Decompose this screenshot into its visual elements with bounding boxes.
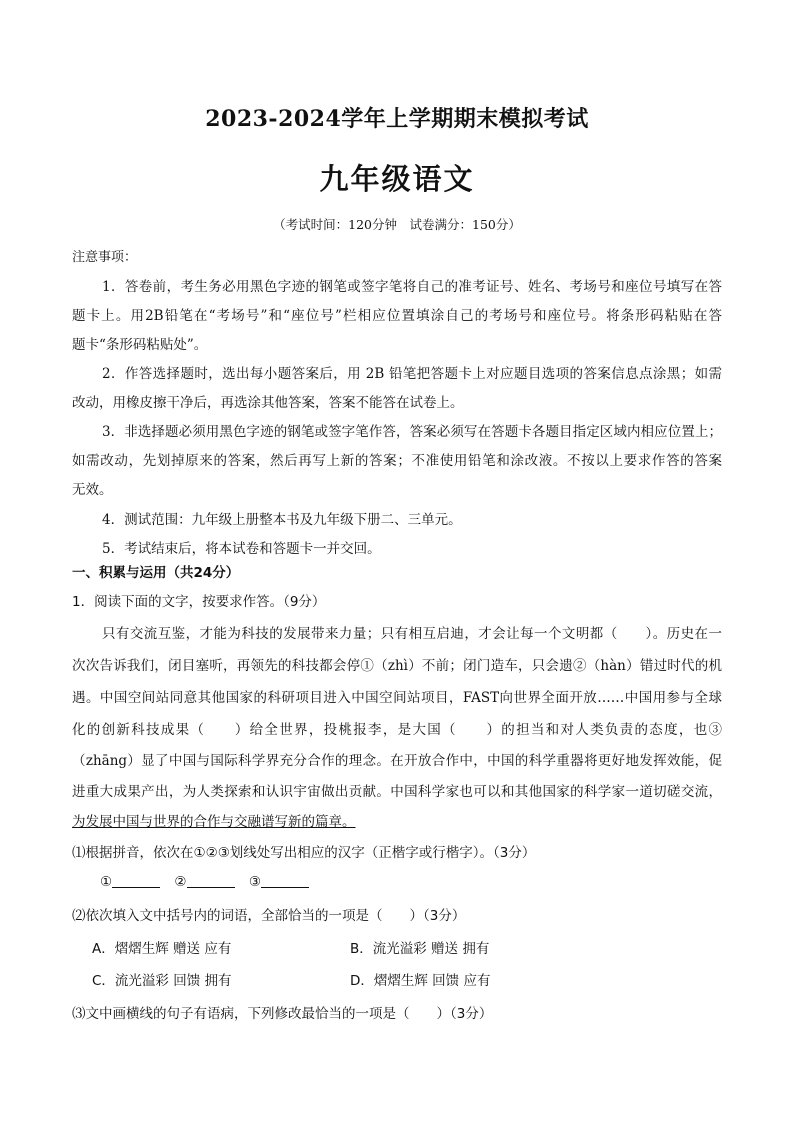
exam-title: 2023-2024学年上学期期末模拟考试 — [205, 106, 589, 132]
question-prompt: 1．阅读下面的文字，按要求作答。（9分） — [72, 594, 326, 610]
exam-subject: 九年级语文 — [319, 162, 475, 196]
notice-line: 无效。 — [72, 482, 113, 498]
underlined-sentence: 为发展中国与世界的合作与交融谱写新的篇章。 — [72, 814, 356, 830]
notice-line: 1．答卷前，考生务必用黑色字迹的钢笔或签字笔将自己的准考证号、姓名、考场号和座位号填写在答 — [102, 279, 722, 295]
notice-line: 题卡“条形码粘贴处”。 — [72, 337, 208, 353]
option-a[interactable]: A．熠熠生辉 赠送 应有 — [92, 941, 232, 957]
option-c[interactable]: C．流光溢彩 回馈 拥有 — [92, 973, 232, 989]
passage-line: 遇。中国空间站同意其他国家的科研项目进入中国空间站项目，FAST向世界全面开放……中国用参与全球 — [72, 690, 722, 706]
passage-line: 次次告诉我们，闭目塞听，再领先的科技都会停①（zhì）不前；闭门造车，只会遗②（hàn）错过时代的机 — [72, 658, 722, 674]
subquestion-2-prompt: ⑵依次填入文中括号内的词语，全部恰当的一项是（ ）（3分） — [72, 908, 466, 924]
blank-label-2: ② — [174, 874, 187, 890]
passage-line: 只有交流互鉴，才能为科技的发展带来力量；只有相互启迪，才会让每一个文明都（ ）。历史在一 — [102, 626, 722, 642]
blank-3[interactable] — [261, 873, 309, 888]
passage-line: 化的创新科技成果（ ）给全世界，投桃报李，是大国（ ）的担当和对人类负责的态度，也③ — [72, 722, 722, 738]
notice-line: 3．非选择题必须用黑色字迹的钢笔或签字笔作答，答案必须写在答题卡各题目指定区域内相应位置上； — [102, 424, 722, 440]
notice-line: 4．测试范围：九年级上册整本书及九年级下册二、三单元。 — [102, 512, 462, 528]
subquestion-1-prompt: ⑴根据拼音，依次在①②③划线处写出相应的汉字（正楷字或行楷字）。（3分） — [72, 845, 536, 861]
blank-2[interactable] — [187, 873, 235, 888]
option-d[interactable]: D．熠熠生辉 回馈 应有 — [350, 973, 491, 989]
option-b[interactable]: B．流光溢彩 赠送 拥有 — [350, 941, 490, 957]
notice-line: 2．作答选择题时，选出每小题答案后，用 2B 铅笔把答题卡上对应题目选项的答案信息点涂黑；如需 — [102, 366, 722, 382]
blank-label-3: ③ — [248, 874, 261, 890]
subquestion-3-prompt: ⑶文中画横线的句子有语病，下列修改最恰当的一项是（ ）（3分） — [72, 1006, 493, 1022]
section-heading: 一、积累与运用（共24分） — [72, 565, 240, 581]
notice-line: 改动，用橡皮擦干净后，再选涂其他答案，答案不能答在试卷上。 — [72, 395, 464, 411]
notice-line: 如需改动，先划掉原来的答案，然后再写上新的答案；不准使用铅笔和涂改液。不按以上要求作答的答案 — [72, 453, 722, 469]
notice-line: 5．考试结束后，将本试卷和答题卡一并交回。 — [102, 541, 381, 557]
passage-line: （zhāng）显了中国与国际科学界充分合作的理念。在开放合作中，中国的科学重器将更好地发挥效能，促 — [72, 753, 722, 769]
blank-1[interactable] — [112, 873, 160, 888]
exam-meta: （考试时间：120分钟 试卷满分：150分） — [273, 217, 521, 232]
passage-line: 进重大成果产出，为人类探索和认识宇宙做出贡献。中国科学家也可以和其他国家的科学家一道切磋交流， — [72, 784, 722, 800]
blank-label-1: ① — [100, 874, 113, 890]
answer-blanks — [100, 873, 319, 890]
notice-line: 题卡上。用2B铅笔在“考场号”和“座位号”栏相应位置填涂自己的考场号和座位号。将条形码粘贴在答 — [72, 308, 722, 324]
notice-heading: 注意事项： — [72, 250, 138, 265]
